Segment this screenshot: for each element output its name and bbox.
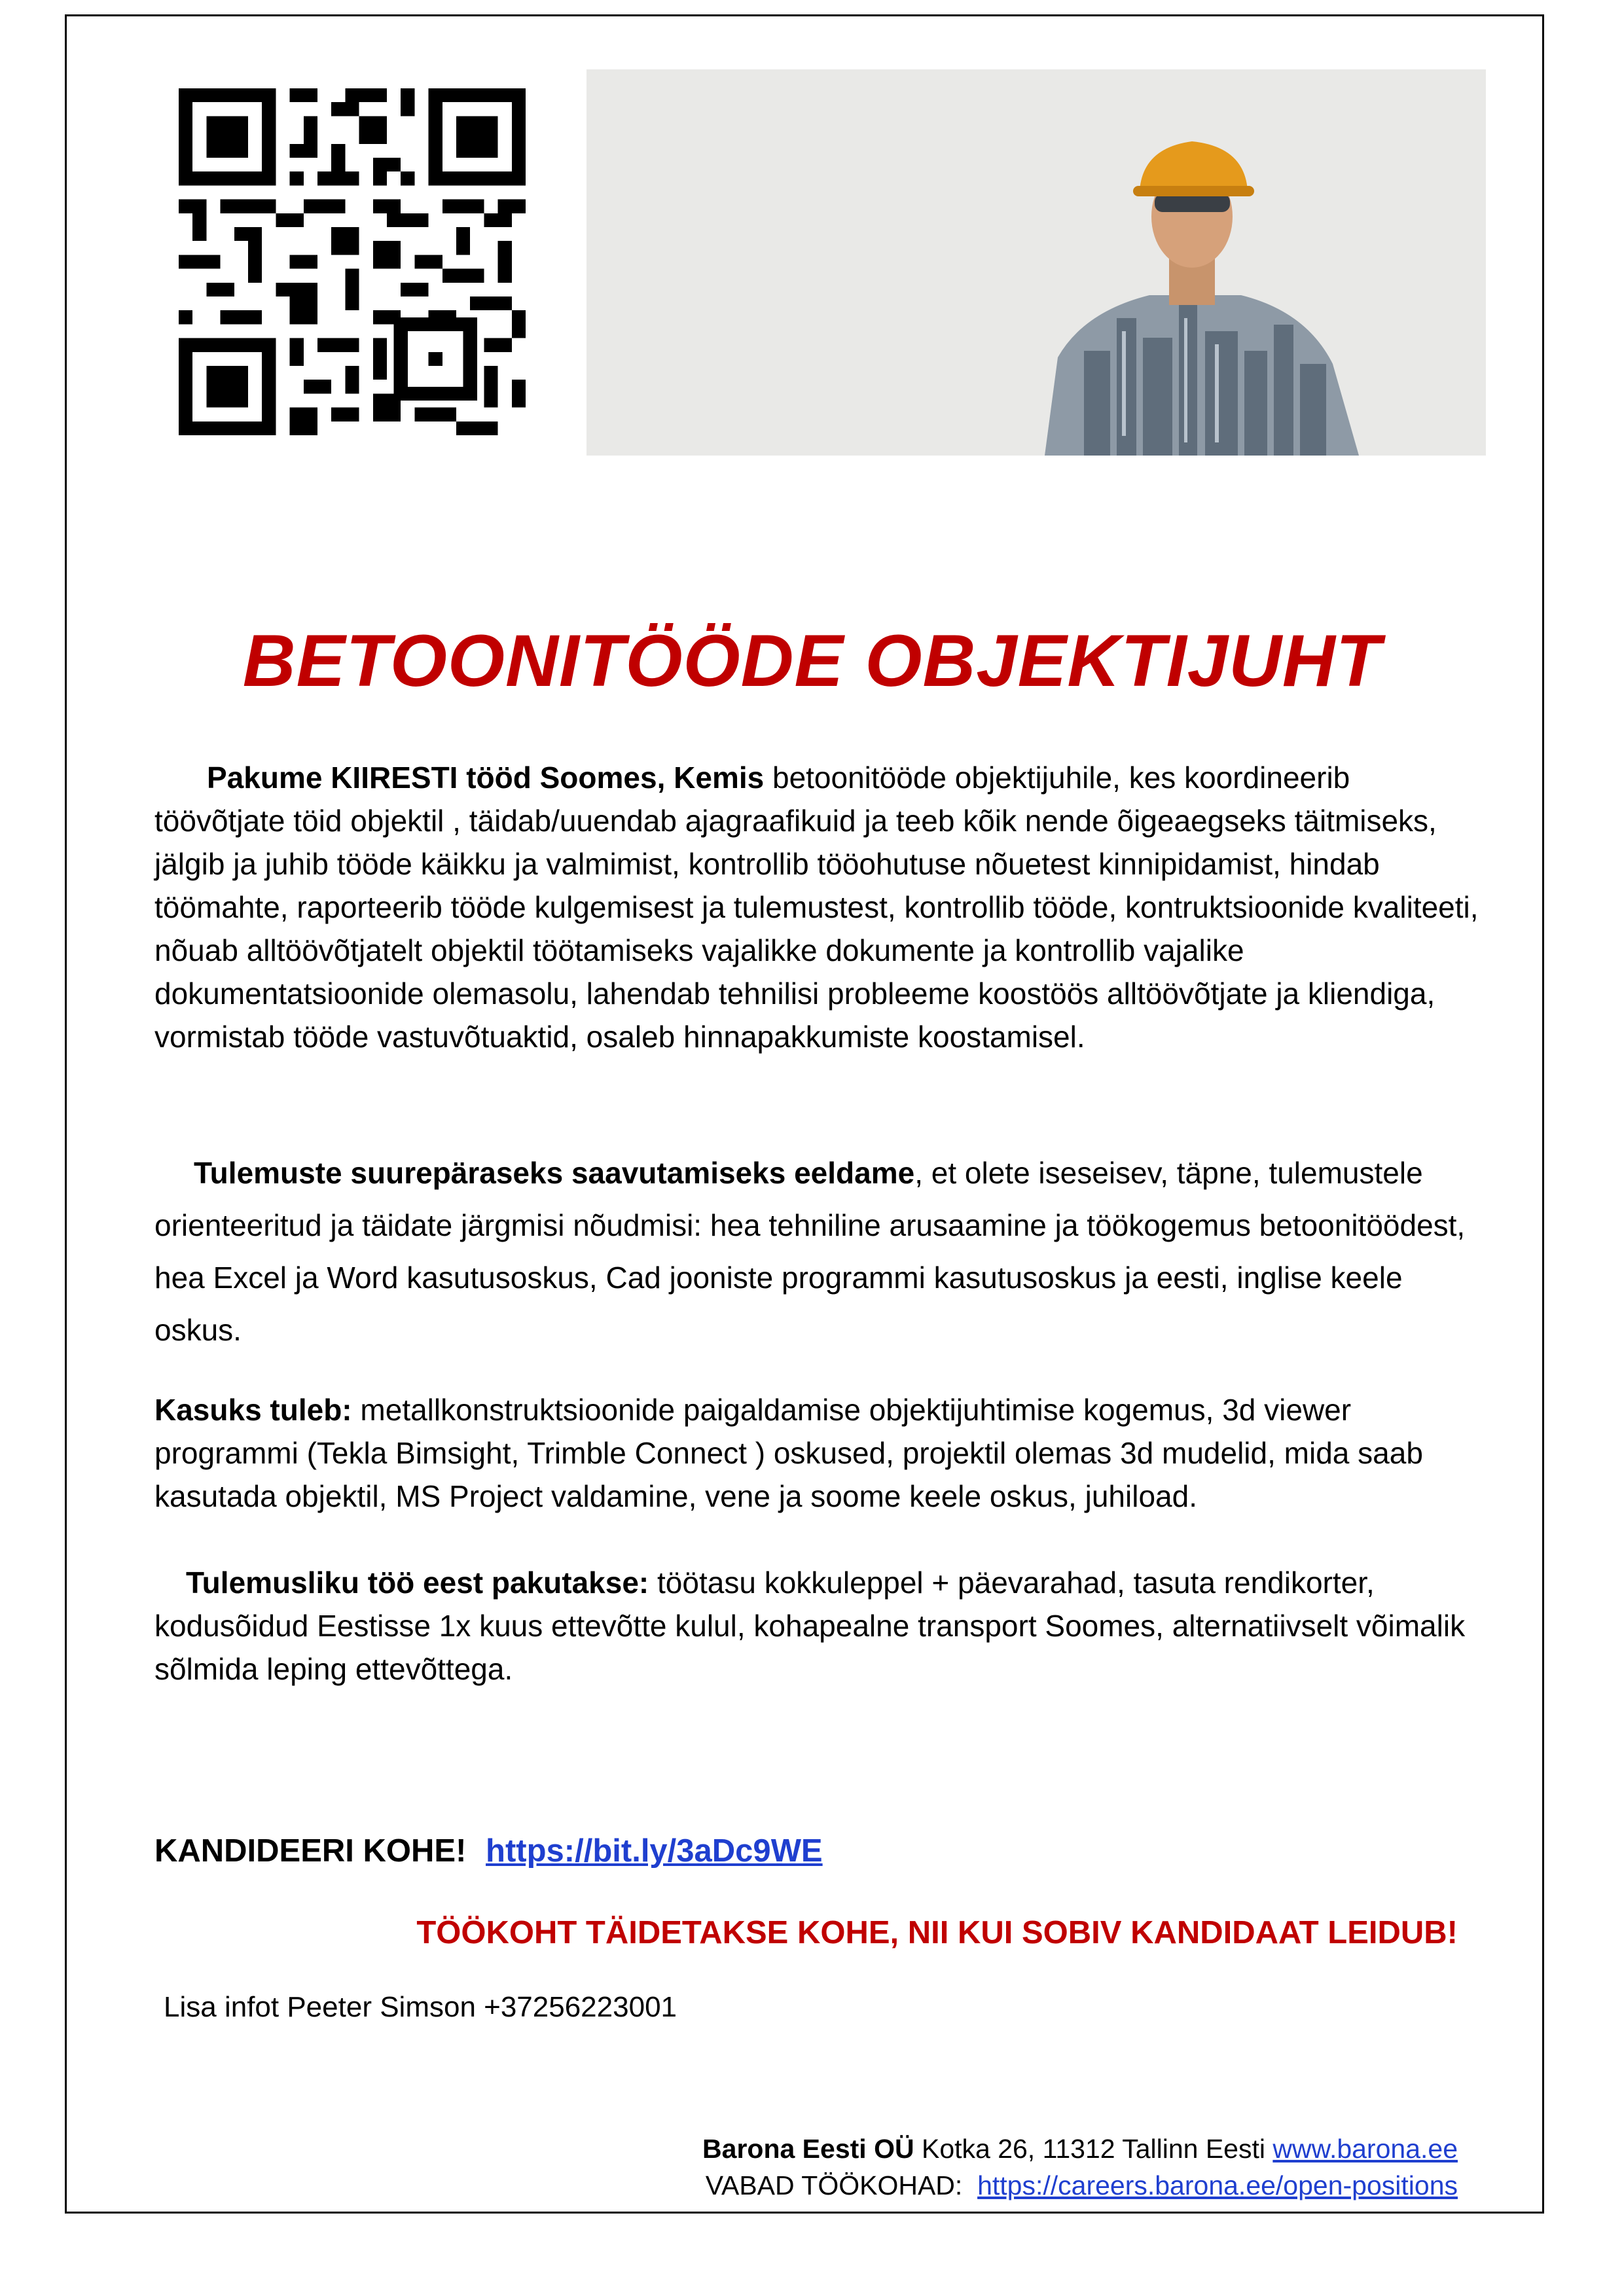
vacancies-label: VABAD TÖÖKOHAD: bbox=[705, 2170, 978, 2200]
company-website-link[interactable]: www.barona.ee bbox=[1272, 2134, 1458, 2164]
apply-label: KANDIDEERI KOHE! bbox=[154, 1833, 467, 1869]
job-offer-lead: Pakume KIIRESTI tööd Soomes, Kemis bbox=[207, 761, 765, 795]
job-description-text: betoonitööde objektijuhile, kes koordineerib töövõtjate töid objektil , täidab/uuendab ajagraafikuid ja teeb kõik nende õigeaegseks täitmiseks, jälgib ja juhib tööde käikku ja valmimist, kontrollib tööohutuse nõuetest kinnipidamist, hindab töömahte, raporteerib tööde kulgemisest ja tulemustest, kontrollib tööde, kontruktsioonide kvaliteeti, nõuab alltöövõtjatelt objektil töötamiseks vajalikke dokumente ja kontrollib vajalike dokumentatsioonide olemasolu, lahendab tehnilisi probleeme koostöös alltöövõtjate ja kliendiga, vormistab tööde vastuvõtuaktid, osaleb hinnapakkumiste koostamisel. bbox=[154, 761, 1479, 1054]
requirements-text: , et olete iseseisev, täpne, tulemustele orienteeritud ja täidate järgmisi nõudmisi: hea tehniline arusaamine ja töökogemus betoonitöödest, hea Excel ja Word kasutusoskus, Cad jooniste programmi kasutusoskus ja eesti, inglise keele oskus. bbox=[154, 1156, 1466, 1347]
advantages-paragraph bbox=[154, 1388, 1483, 1518]
urgent-notice: TÖÖKOHT TÄIDETAKSE KOHE, NII KUI SOBIV KANDIDAAT LEIDUB! bbox=[416, 1915, 1458, 1950]
company-name: Barona Eesti OÜ bbox=[702, 2134, 914, 2164]
job-description-paragraph bbox=[154, 756, 1483, 1058]
apply-section bbox=[154, 1833, 823, 1869]
vacancies-line bbox=[702, 2167, 1458, 2204]
contact-info: Lisa infot Peeter Simson +37256223001 bbox=[164, 1991, 677, 2023]
apply-link[interactable]: https://bit.ly/3aDc9WE bbox=[486, 1833, 823, 1869]
company-address: Kotka 26, 11312 Tallinn Eesti bbox=[914, 2134, 1273, 2164]
advantages-lead: Kasuks tuleb: bbox=[154, 1393, 352, 1427]
construction-worker-image bbox=[586, 69, 1486, 456]
requirements-paragraph bbox=[154, 1147, 1483, 1356]
benefits-lead: Tulemusliku töö eest pakutakse: bbox=[186, 1566, 649, 1600]
qr-code[interactable] bbox=[179, 88, 526, 435]
company-footer bbox=[702, 2130, 1458, 2204]
vacancies-link[interactable]: https://careers.barona.ee/open-positions bbox=[977, 2170, 1458, 2200]
benefits-paragraph bbox=[154, 1561, 1483, 1691]
advantages-text: metallkonstruktsioonide paigaldamise objektijuhtimise kogemus, 3d viewer programmi (Tekla Bimsight, Trimble Connect ) oskused, projektil olemas 3d mudelid, mida saab kasutada objektil, MS Project valdamine, vene ja soome keele oskus, juhiload. bbox=[154, 1393, 1423, 1513]
benefits-text: töötasu kokkuleppel + päevarahad, tasuta rendikorter, kodusõidud Eestisse 1x kuus ettevõtte kulul, kohapealne transport Soomes, alternatiivselt võimalik sõlmida leping ettevõttega. bbox=[154, 1566, 1466, 1686]
company-address-line bbox=[702, 2130, 1458, 2167]
requirements-lead: Tulemuste suurepäraseks saavutamiseks eeldame bbox=[194, 1156, 915, 1190]
page-title: BETOONITÖÖDE OBJEKTIJUHT bbox=[242, 620, 1382, 702]
